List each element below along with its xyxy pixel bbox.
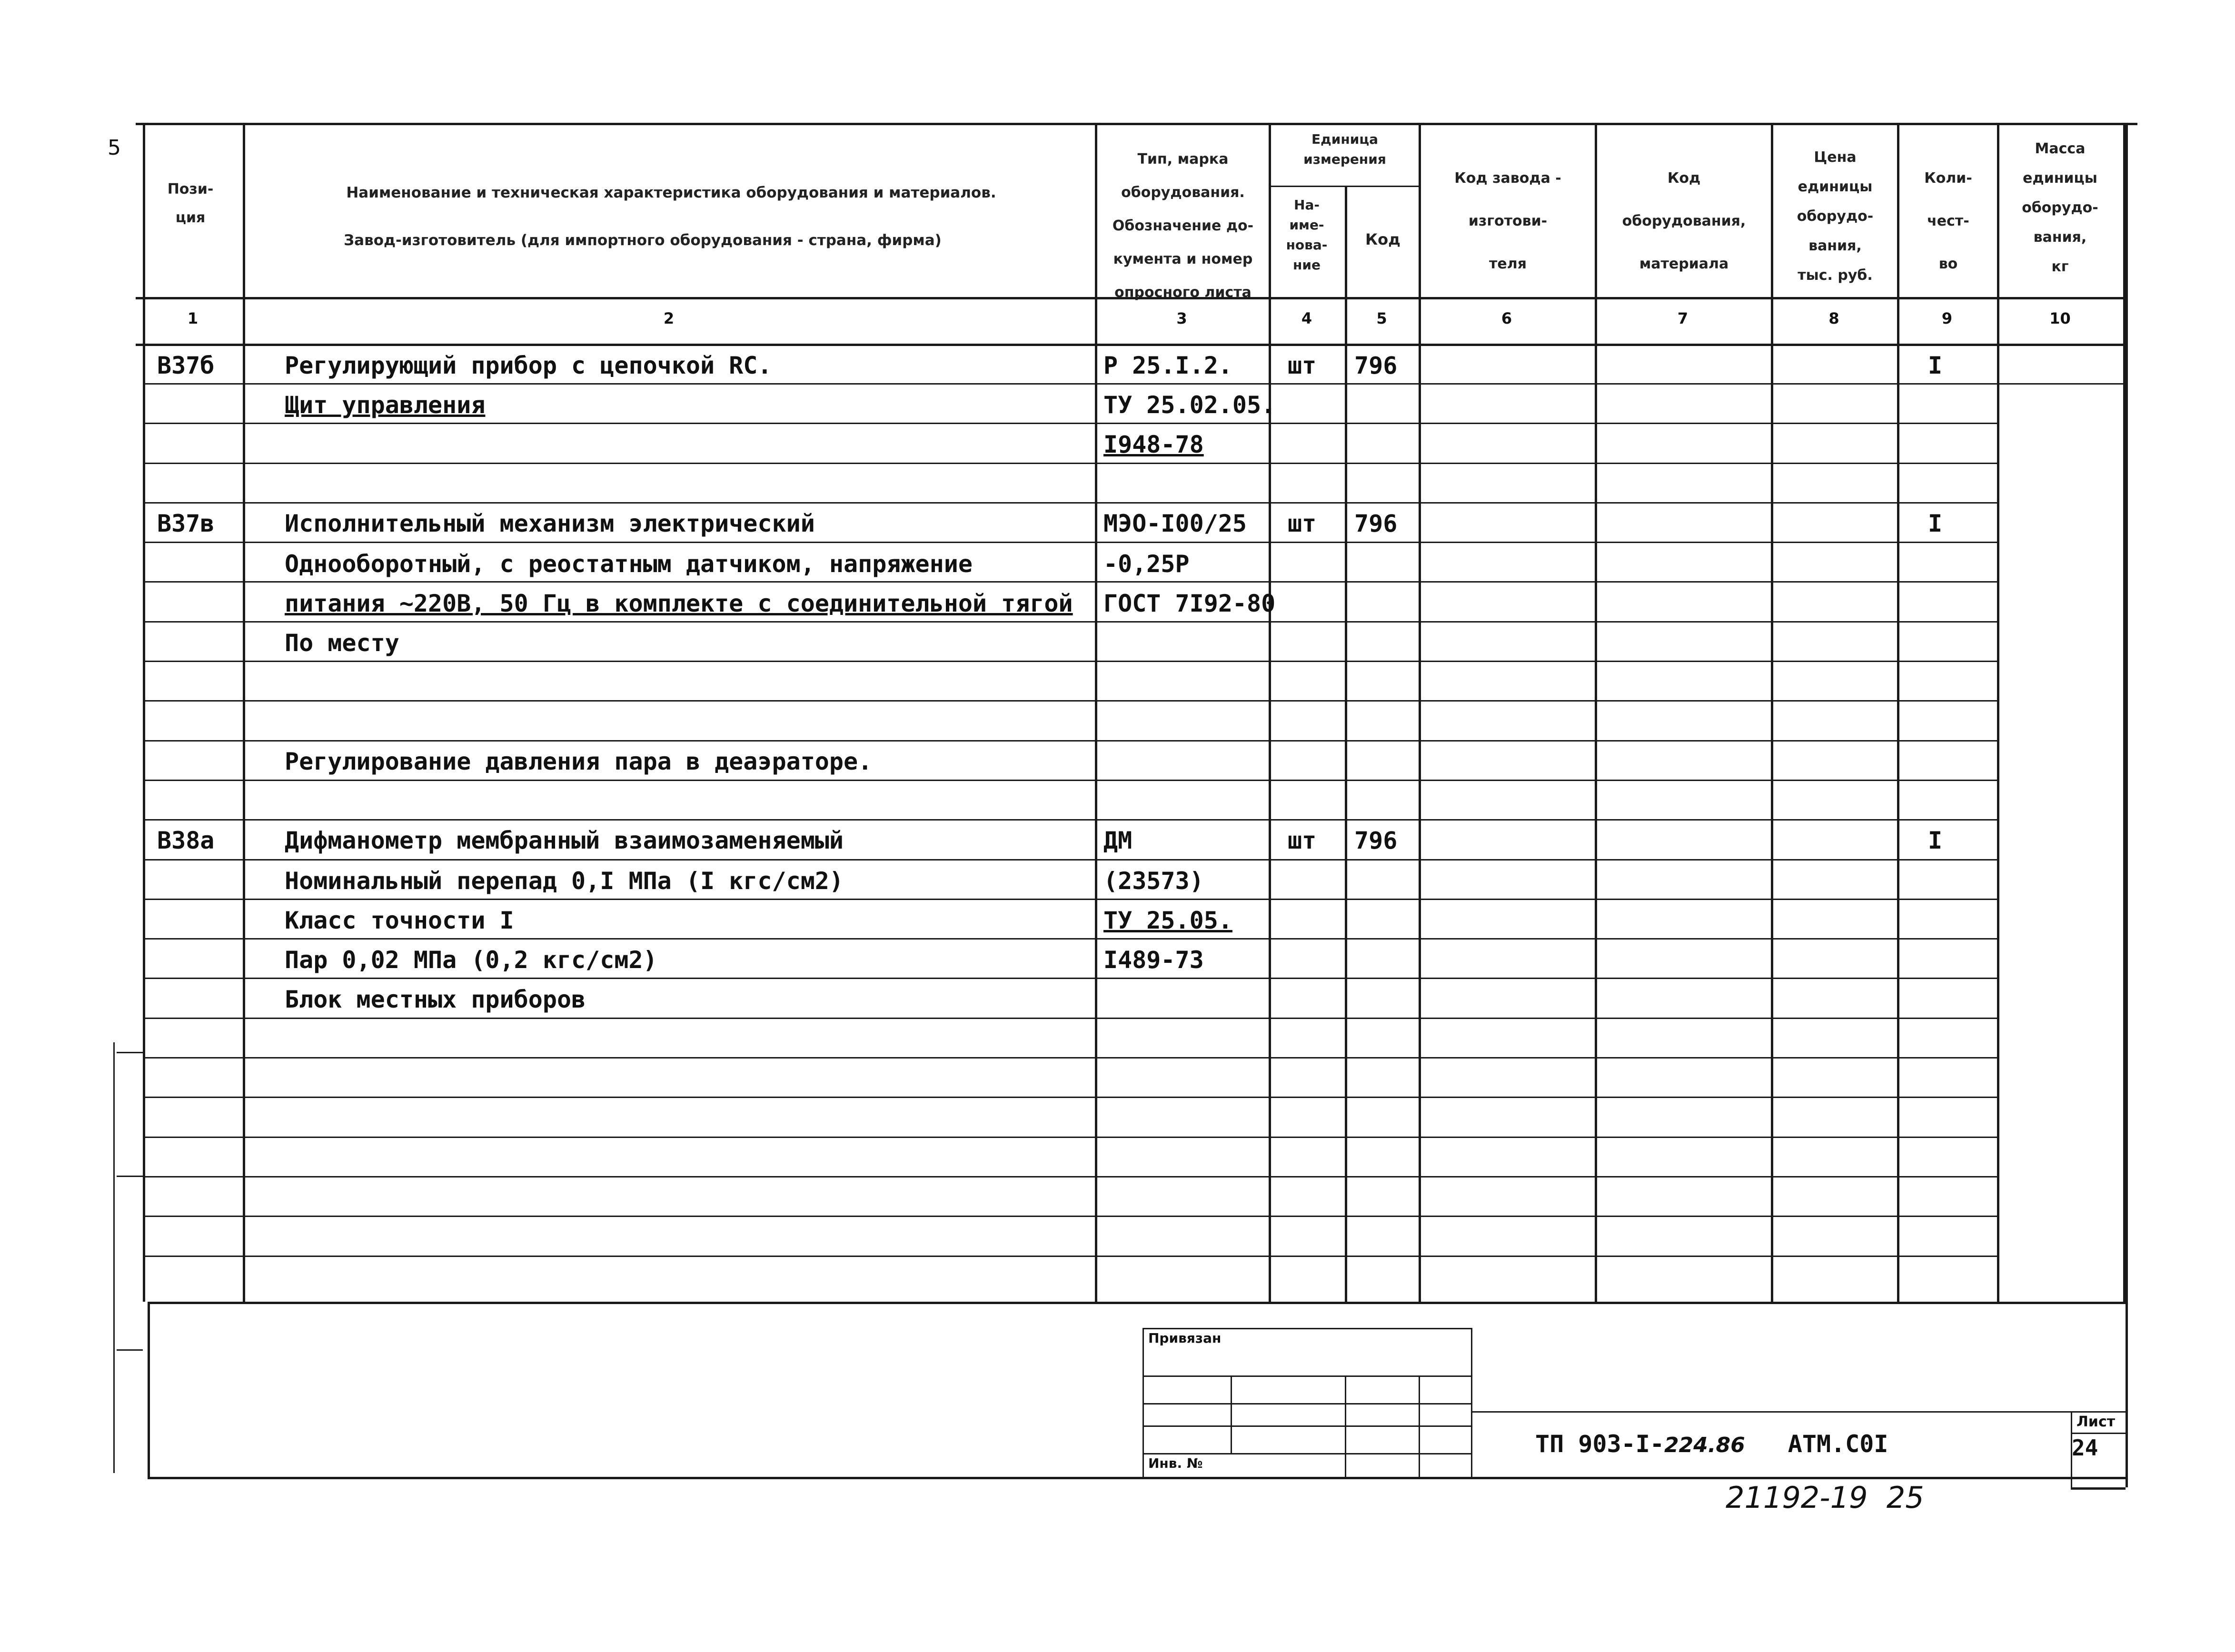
row-1-qty: I (1928, 352, 1943, 379)
document-code-handwritten: 224.86 (1664, 1433, 1745, 1457)
grid-hline (148, 1302, 2126, 1304)
header-col7-line1: Код (1667, 170, 1701, 187)
header-col4-line1: На- (1294, 197, 1320, 213)
grid-hline (143, 1176, 1999, 1177)
row-16-name: Пар 0,02 МПа (0,2 кгс/см2) (285, 946, 657, 974)
sheet-label: Лист (2076, 1414, 2116, 1430)
colnum-10: 10 (2049, 309, 2071, 327)
header-col2-line2: Завод-изготовитель (для импортного оборудования - страна, фирма) (344, 232, 942, 249)
row-8-name: По месту (285, 629, 399, 657)
grid-vline (1345, 186, 1347, 1302)
row-5-pos: В37в (157, 510, 215, 537)
grid-hline (1142, 1328, 1471, 1329)
grid-hline (117, 1349, 143, 1351)
row-6-name: Однооборотный, с реостатным датчиком, напряжение (285, 550, 973, 578)
grid-vline (1471, 1328, 1472, 1477)
colnum-4: 4 (1301, 309, 1312, 327)
header-col3-line3: Обозначение до- (1112, 218, 1254, 234)
grid-hline (143, 621, 1999, 623)
header-col6-line2: изготови- (1468, 213, 1548, 229)
header-col4-line4: ние (1293, 257, 1321, 273)
grid-hline (143, 700, 1999, 702)
row-7-name: питания ~220В, 50 Гц в комплекте с соединительной тягой (285, 590, 1073, 617)
row-3-type: I948-78 (1103, 431, 1204, 458)
row-17-name: Блок местных приборов (285, 986, 586, 1013)
header-col6-line3: теля (1489, 256, 1527, 272)
row-5-type: МЭО-I00/25 (1103, 510, 1247, 537)
row-6-type: -0,25Р (1103, 550, 1190, 578)
header-col8 (1773, 143, 1897, 290)
row-13-type: ДМ (1103, 827, 1132, 854)
grid-vline (243, 123, 245, 1302)
row-16-type: I489-73 (1103, 946, 1204, 974)
colnum-6: 6 (1501, 309, 1512, 327)
colnum-1: 1 (187, 309, 199, 327)
grid-hline (143, 581, 1999, 583)
header-col1 (143, 175, 238, 232)
grid-hline (143, 899, 1999, 900)
grid-hline (1142, 1425, 1471, 1427)
row-2-type: ТУ 25.02.05. (1103, 391, 1276, 419)
row-1-pos: В37б (157, 352, 215, 379)
header-col3-line4: кумента и номер (1113, 251, 1253, 267)
header-col10-line3: оборудо- (2022, 199, 2098, 216)
row-5-code: 796 (1354, 510, 1398, 537)
sheet-number: 24 (2072, 1435, 2098, 1461)
header-unit-line2: измерения (1303, 151, 1386, 167)
header-col10 (1999, 134, 2121, 282)
header-col2-line1: Наименование и техническая характеристика оборудования и материалов. (346, 184, 996, 201)
grid-hline (143, 1057, 1999, 1058)
grid-hline (143, 780, 1999, 781)
header-col9-line1: Коли- (1924, 170, 1972, 187)
page-mark: 5 (108, 136, 121, 160)
header-col5: Код (1365, 230, 1401, 248)
row-5-unit: шт (1288, 510, 1317, 537)
grid-vline (1997, 123, 1999, 1302)
colnum-2: 2 (663, 309, 675, 327)
grid-vline (113, 1042, 115, 1473)
grid-hline (143, 423, 1999, 424)
grid-hline (143, 661, 1999, 662)
row-5-qty: I (1928, 510, 1943, 537)
grid-hline (148, 1477, 2126, 1479)
grid-hline (136, 123, 2137, 125)
archive-stamp: 21192-19 25 (1726, 1480, 1924, 1515)
header-col6 (1421, 157, 1595, 286)
row-1-unit: шт (1288, 352, 1317, 379)
row-11-name: Регулирование давления пара в деаэраторе. (285, 748, 873, 775)
grid-hline (143, 463, 1999, 464)
grid-vline (1231, 1375, 1232, 1453)
row-14-type: (23573) (1103, 867, 1204, 895)
header-col8-line4: вания, (1808, 237, 1862, 254)
row-1-code: 796 (1354, 352, 1398, 379)
grid-hline (143, 1216, 1999, 1217)
grid-hline (117, 1052, 143, 1053)
row-2-name: Щит управления (285, 391, 486, 419)
grid-hline (143, 542, 1999, 543)
header-col8-line3: оборудо- (1797, 208, 1874, 225)
grid-hline (143, 819, 1999, 821)
colnum-7: 7 (1677, 309, 1689, 327)
grid-hline (143, 1256, 1999, 1257)
grid-hline (143, 978, 1999, 979)
header-col3-line1: Тип, марка (1137, 151, 1229, 168)
row-14-name: Номинальный перепад 0,I МПа (I кгс/см2) (285, 867, 844, 895)
colnum-9: 9 (1941, 309, 1953, 327)
grid-vline (1595, 123, 1597, 1302)
header-col4 (1271, 195, 1342, 275)
header-col1-line2: ция (175, 209, 206, 226)
grid-hline (2071, 1433, 2126, 1434)
header-col3-line2: оборудования. (1121, 184, 1245, 201)
grid-vline (143, 123, 145, 1302)
grid-hline (1142, 1375, 1471, 1377)
row-15-type: ТУ 25.05. (1103, 907, 1232, 934)
grid-hline (1142, 1453, 1471, 1454)
header-col3 (1097, 143, 1269, 309)
grid-hline (1999, 383, 2123, 385)
header-col9-line2: чест- (1927, 213, 1969, 229)
header-col8-line1: Цена (1814, 149, 1857, 166)
grid-hline (136, 344, 2126, 346)
header-col3-line5: опросного листа (1114, 284, 1252, 301)
header-col8-line2: единицы (1798, 178, 1873, 195)
header-col7-line2: оборудования, (1622, 213, 1746, 229)
row-13-unit: шт (1288, 827, 1317, 854)
document-code-prefix: ТП 903-I- (1535, 1430, 1664, 1458)
document-code (1535, 1430, 1888, 1458)
header-col7-line3: материала (1639, 256, 1729, 272)
grid-vline (1345, 1375, 1346, 1477)
row-7-type: ГОСТ 7I92-80 (1103, 590, 1276, 617)
grid-vline (1419, 123, 1421, 1302)
header-col4-line2: име- (1289, 217, 1324, 233)
colnum-3: 3 (1176, 309, 1187, 327)
header-unit-line1: Единица (1311, 131, 1378, 147)
grid-vline (148, 1302, 150, 1477)
grid-hline (143, 740, 1999, 742)
grid-hline (143, 1018, 1999, 1019)
header-col6-line1: Код завода - (1454, 170, 1561, 187)
row-5-name: Исполнительный механизм электрический (285, 510, 815, 537)
grid-vline (1897, 123, 1899, 1302)
grid-hline (143, 502, 1999, 504)
grid-hline (143, 1097, 1999, 1098)
header-col10-line5: кг (2051, 258, 2069, 275)
document-code-suffix: АТМ.С0I (1788, 1430, 1888, 1458)
grid-hline (143, 1137, 1999, 1138)
colnum-5: 5 (1376, 309, 1387, 327)
grid-hline (1471, 1411, 2126, 1413)
header-col10-line1: Масса (2035, 140, 2086, 157)
row-1-type: Р 25.I.2. (1103, 352, 1232, 379)
grid-vline (1419, 1375, 1420, 1477)
header-col10-line2: единицы (2023, 170, 2097, 187)
row-13-qty: I (1928, 827, 1943, 854)
header-col8-line5: тыс. руб. (1798, 267, 1873, 284)
header-col2 (248, 169, 1095, 264)
row-1-name: Регулирующий прибор с цепочкой RC. (285, 352, 772, 379)
grid-hline (117, 1176, 143, 1177)
row-15-name: Класс точности I (285, 907, 514, 934)
header-col10-line4: вания, (2033, 229, 2087, 246)
header-col7 (1597, 157, 1771, 286)
header-col45-top (1271, 129, 1419, 169)
grid-hline (143, 859, 1999, 861)
grid-hline (143, 383, 1999, 385)
header-col4-line3: нова- (1286, 237, 1328, 253)
colnum-8: 8 (1828, 309, 1839, 327)
grid-vline (1142, 1328, 1144, 1477)
grid-vline (1269, 123, 1271, 1302)
row-13-code: 796 (1354, 827, 1398, 854)
row-13-name: Дифманометр мембранный взаимозаменяемый (285, 827, 844, 854)
row-13-pos: В38а (157, 827, 215, 854)
grid-hline (143, 938, 1999, 940)
grid-hline (1142, 1403, 1471, 1405)
grid-vline (2126, 123, 2128, 1487)
header-col9-line3: во (1938, 256, 1958, 272)
grid-vline (1771, 123, 1773, 1302)
header-col9 (1899, 157, 1997, 286)
grid-hline (2071, 1487, 2126, 1490)
privyazan-label: Привязан (1148, 1330, 1222, 1346)
inv-number-label: Инв. № (1148, 1455, 1203, 1471)
header-col1-line1: Пози- (167, 181, 214, 198)
